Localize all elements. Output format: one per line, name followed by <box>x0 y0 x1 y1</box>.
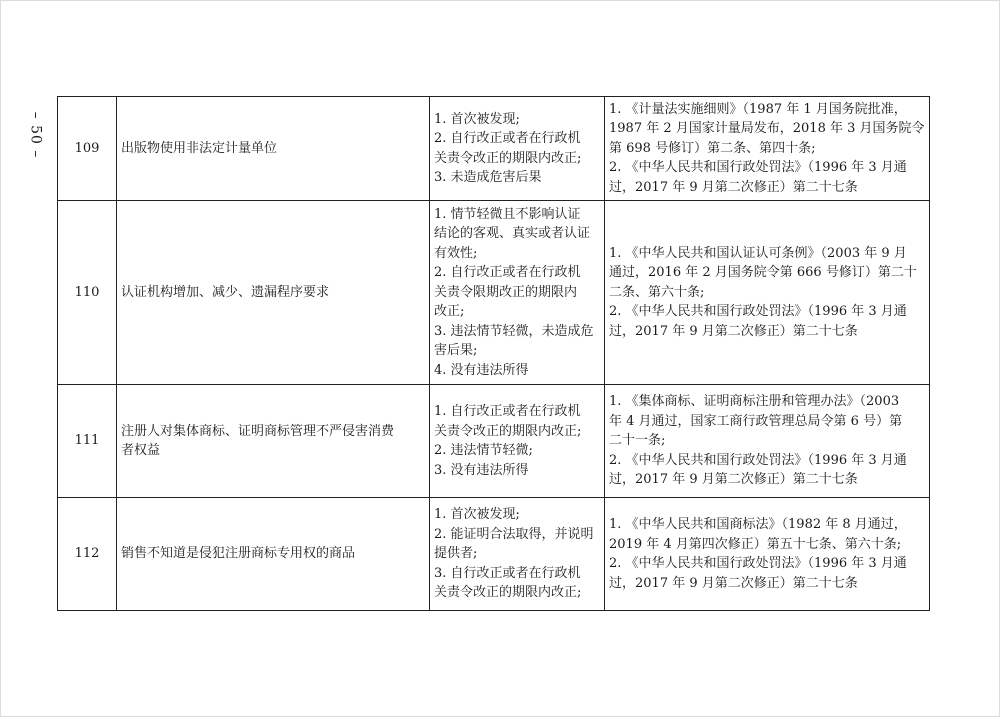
legal-basis <box>605 201 930 385</box>
condition-line: 3. 违法情节轻微，未造成危 <box>434 323 594 339</box>
table-row <box>58 498 930 611</box>
condition-line: 3. 自行改正或者在行政机 <box>434 565 581 581</box>
row-number: 112 <box>58 498 117 611</box>
regulation-table <box>57 96 930 611</box>
condition-line: 改正; <box>434 304 465 320</box>
condition-line: 4. 没有违法所得 <box>434 362 529 378</box>
basis-line: 通过，2016 年 2 月国务院令第 666 号修订）第二十 <box>609 265 917 281</box>
legal-basis <box>605 385 930 498</box>
page-number-text: – 50 – <box>27 111 43 159</box>
exemption-conditions <box>430 385 605 498</box>
item-line: 者权益 <box>121 443 161 458</box>
item-line: 注册人对集体商标、证明商标管理不严侵害消费 <box>121 423 395 439</box>
basis-line: 2019 年 4 月第四次修正）第五十七条、第六十条; <box>609 536 902 552</box>
table-row <box>58 385 930 498</box>
condition-line: 有效性; <box>434 245 478 261</box>
row-number: 111 <box>58 385 117 498</box>
condition-line: 关责令限期改正的期限内 <box>434 284 578 300</box>
condition-line: 2. 自行改正或者在行政机 <box>434 131 581 146</box>
basis-line: 2. 《中华人民共和国行政处罚法》（1996 年 3 月通 <box>609 160 907 176</box>
basis-line: 2. 《中华人民共和国行政处罚法》（1996 年 3 月通 <box>609 304 907 320</box>
violation-item <box>117 385 430 498</box>
condition-line: 1. 自行改正或者在行政机 <box>434 404 581 419</box>
basis-line: 过，2017 年 9 月第二次修正）第二十七条 <box>609 323 858 339</box>
exemption-conditions <box>430 97 605 201</box>
condition-line: 3. 没有违法所得 <box>434 462 529 478</box>
condition-line: 关责令改正的期限内改正; <box>434 585 582 601</box>
exemption-conditions <box>430 201 605 385</box>
page-number <box>20 100 50 170</box>
basis-line: 过，2017 年 9 月第二次修正）第二十七条 <box>609 179 858 195</box>
basis-line: 1. 《中华人民共和国认证认可条例》（2003 年 9 月 <box>609 245 907 261</box>
condition-line: 2. 能证明合法取得，并说明 <box>434 526 594 542</box>
row-number: 109 <box>58 97 117 201</box>
condition-line: 关责令改正的期限内改正; <box>434 423 582 439</box>
condition-line: 1. 首次被发现; <box>434 507 520 523</box>
condition-line: 关责令改正的期限内改正; <box>434 150 582 166</box>
condition-line: 害后果; <box>434 343 478 359</box>
basis-line: 过，2017 年 9 月第二次修正）第二十七条 <box>609 575 858 591</box>
condition-line: 1. 首次被发现; <box>434 111 520 127</box>
basis-line: 1. 《集体商标、证明商标注册和管理办法》（2003 <box>609 394 900 410</box>
basis-line: 1. 《计量法实施细则》（1987 年 1 月国务院批准， <box>609 101 907 117</box>
legal-basis <box>605 498 930 611</box>
basis-line: 2. 《中华人民共和国行政处罚法》（1996 年 3 月通 <box>609 452 907 468</box>
basis-line: 1987 年 2 月国家计量局发布，2018 年 3 月国务院令 <box>609 121 925 137</box>
condition-line: 2. 违法情节轻微; <box>434 443 533 458</box>
basis-line: 二十一条; <box>609 433 666 449</box>
basis-line: 二条、第六十条; <box>609 284 705 300</box>
condition-line: 3. 未造成危害后果 <box>434 170 542 185</box>
basis-line: 年 4 月通过，国家工商行政管理总局令第 6 号）第 <box>609 413 903 429</box>
basis-line: 过，2017 年 9 月第二次修正）第二十七条 <box>609 472 858 488</box>
violation-item: 出版物使用非法定计量单位 <box>117 97 430 201</box>
table-row <box>58 201 930 385</box>
table-row <box>58 97 930 201</box>
condition-line: 提供者; <box>434 546 478 562</box>
basis-line: 第 698 号修订）第二条、第四十条; <box>609 140 816 156</box>
basis-line: 1. 《中华人民共和国商标法》（1982 年 8 月通过， <box>609 517 907 532</box>
legal-basis <box>605 97 930 201</box>
row-number: 110 <box>58 201 117 385</box>
violation-item: 认证机构增加、减少、遗漏程序要求 <box>117 201 430 385</box>
condition-line: 2. 自行改正或者在行政机 <box>434 265 581 281</box>
condition-line: 1. 情节轻微且不影响认证 <box>434 206 581 222</box>
basis-line: 2. 《中华人民共和国行政处罚法》（1996 年 3 月通 <box>609 556 907 571</box>
violation-item: 销售不知道是侵犯注册商标专用权的商品 <box>117 498 430 611</box>
condition-line: 结论的客观、真实或者认证 <box>434 226 591 242</box>
exemption-conditions <box>430 498 605 611</box>
